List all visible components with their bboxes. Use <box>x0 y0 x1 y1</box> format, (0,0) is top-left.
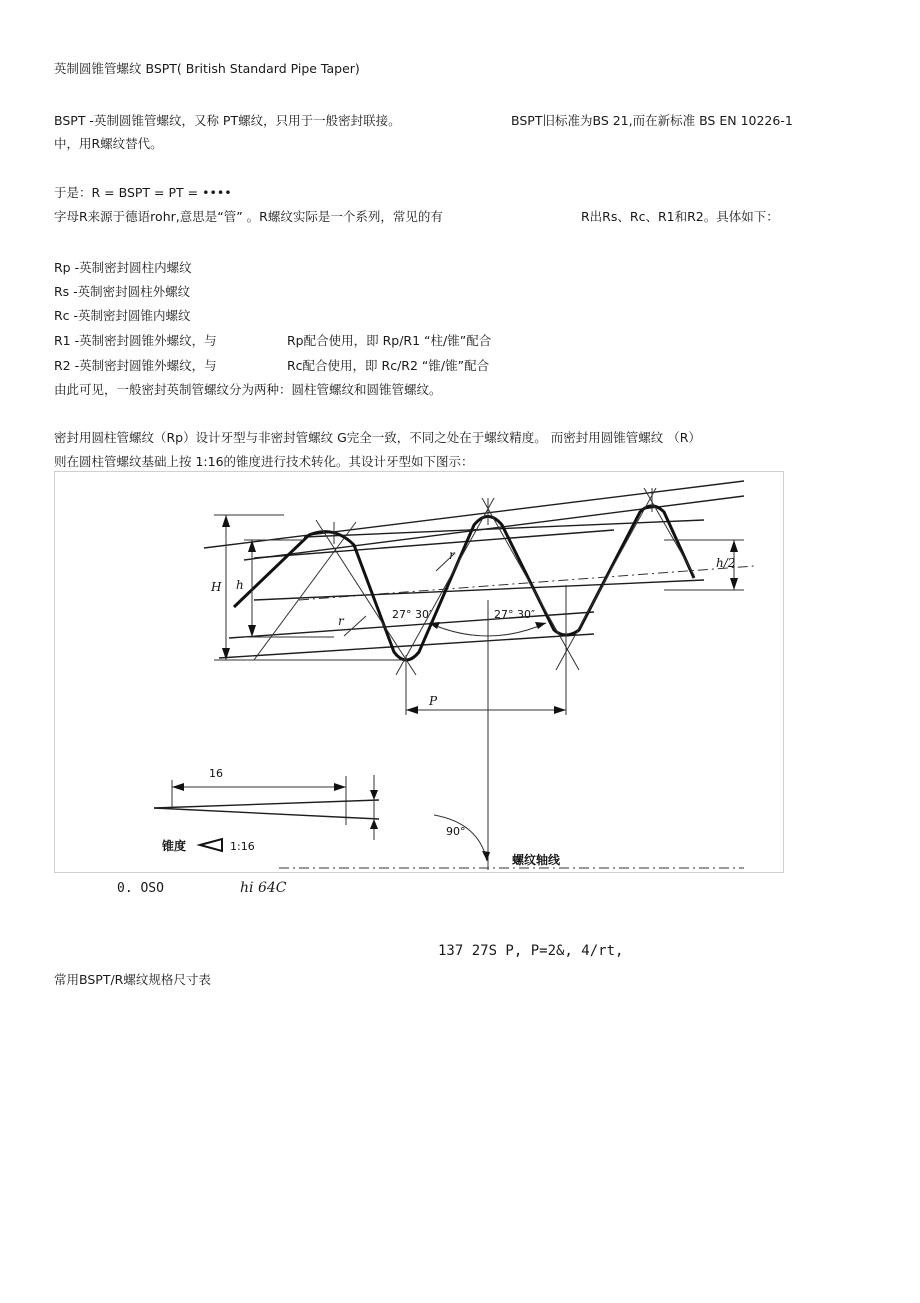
label-h: h <box>236 578 244 592</box>
series-item-rp: Rp -英制密封圆柱内螺纹 <box>54 260 192 275</box>
label-taper: 锥度 <box>162 839 187 853</box>
label-P: P <box>429 694 438 708</box>
label-taper-ratio: 1:16 <box>230 840 255 853</box>
design-line-1: 密封用圆柱管螺纹（Rp）设计牙型与非密封管螺纹 G完全一致，不同之处在于螺纹精度。 而密封用圆锥管螺纹 （R） <box>54 430 701 445</box>
series-item-rs: Rs -英制密封圆柱外螺纹 <box>54 284 191 299</box>
formula-part-b-text: hi 64C <box>240 880 287 896</box>
intro-line-2: 中，用R螺纹替代。 <box>54 136 163 151</box>
label-r-crest: r <box>449 548 455 562</box>
formula-part-b <box>240 879 286 897</box>
thread-profile-diagram <box>54 471 784 873</box>
series-item-r2-pair: Rc配合使用，即 Rc/R2 “锥/锥”配合 <box>287 358 490 373</box>
equation-line: 于是：R = BSPT = PT = •••• <box>54 185 232 200</box>
origin-line-b: R出Rs、Rc、R1和R2。具体如下： <box>581 209 779 224</box>
intro-line-1b: BSPT旧标准为BS 21,而在新标准 BS EN 10226-1 <box>511 113 793 128</box>
label-thread-axis: 螺纹轴线 <box>512 853 561 867</box>
series-item-rc: Rc -英制密封圆锥内螺纹 <box>54 308 191 323</box>
formula-part-a: 0. OSO <box>117 881 164 896</box>
label-angle-right: 27° 30″ <box>494 608 536 621</box>
label-taper-length: 16 <box>209 767 223 780</box>
label-r-root: r <box>338 614 344 628</box>
conclusion-line: 由此可见，一般密封英制管螺纹分为两种：圆柱管螺纹和圆锥管螺纹。 <box>54 382 442 397</box>
series-item-r2: R2 -英制密封圆锥外螺纹，与 <box>54 358 217 373</box>
label-90-degree: 90° <box>446 825 466 838</box>
page-title: 英制圆锥管螺纹 BSPT( British Standard Pipe Taper) <box>54 61 360 76</box>
label-angle-left: 27° 30′ <box>392 608 432 621</box>
label-H: H <box>211 580 222 594</box>
series-item-r1-pair: Rp配合使用，即 Rp/R1 “柱/锥”配合 <box>287 333 492 348</box>
label-h-half: h/2 <box>716 556 736 570</box>
series-item-r1: R1 -英制密封圆锥外螺纹，与 <box>54 333 217 348</box>
table-caption: 常用BSPT/R螺纹规格尺寸表 <box>54 972 211 987</box>
intro-line-1a: BSPT -英制圆锥管螺纹，又称 PT螺纹，只用于一般密封联接。 <box>54 113 401 128</box>
formula-part-c: 137 27S P, P=2&, 4/rt, <box>438 943 624 959</box>
design-line-2: 则在圆柱管螺纹基础上按 1:16的锥度进行技术转化。其设计牙型如下图示： <box>54 454 474 469</box>
origin-line-a: 字母R来源于德语rohr,意思是“管” 。R螺纹实际是一个系列，常见的有 <box>54 209 443 224</box>
